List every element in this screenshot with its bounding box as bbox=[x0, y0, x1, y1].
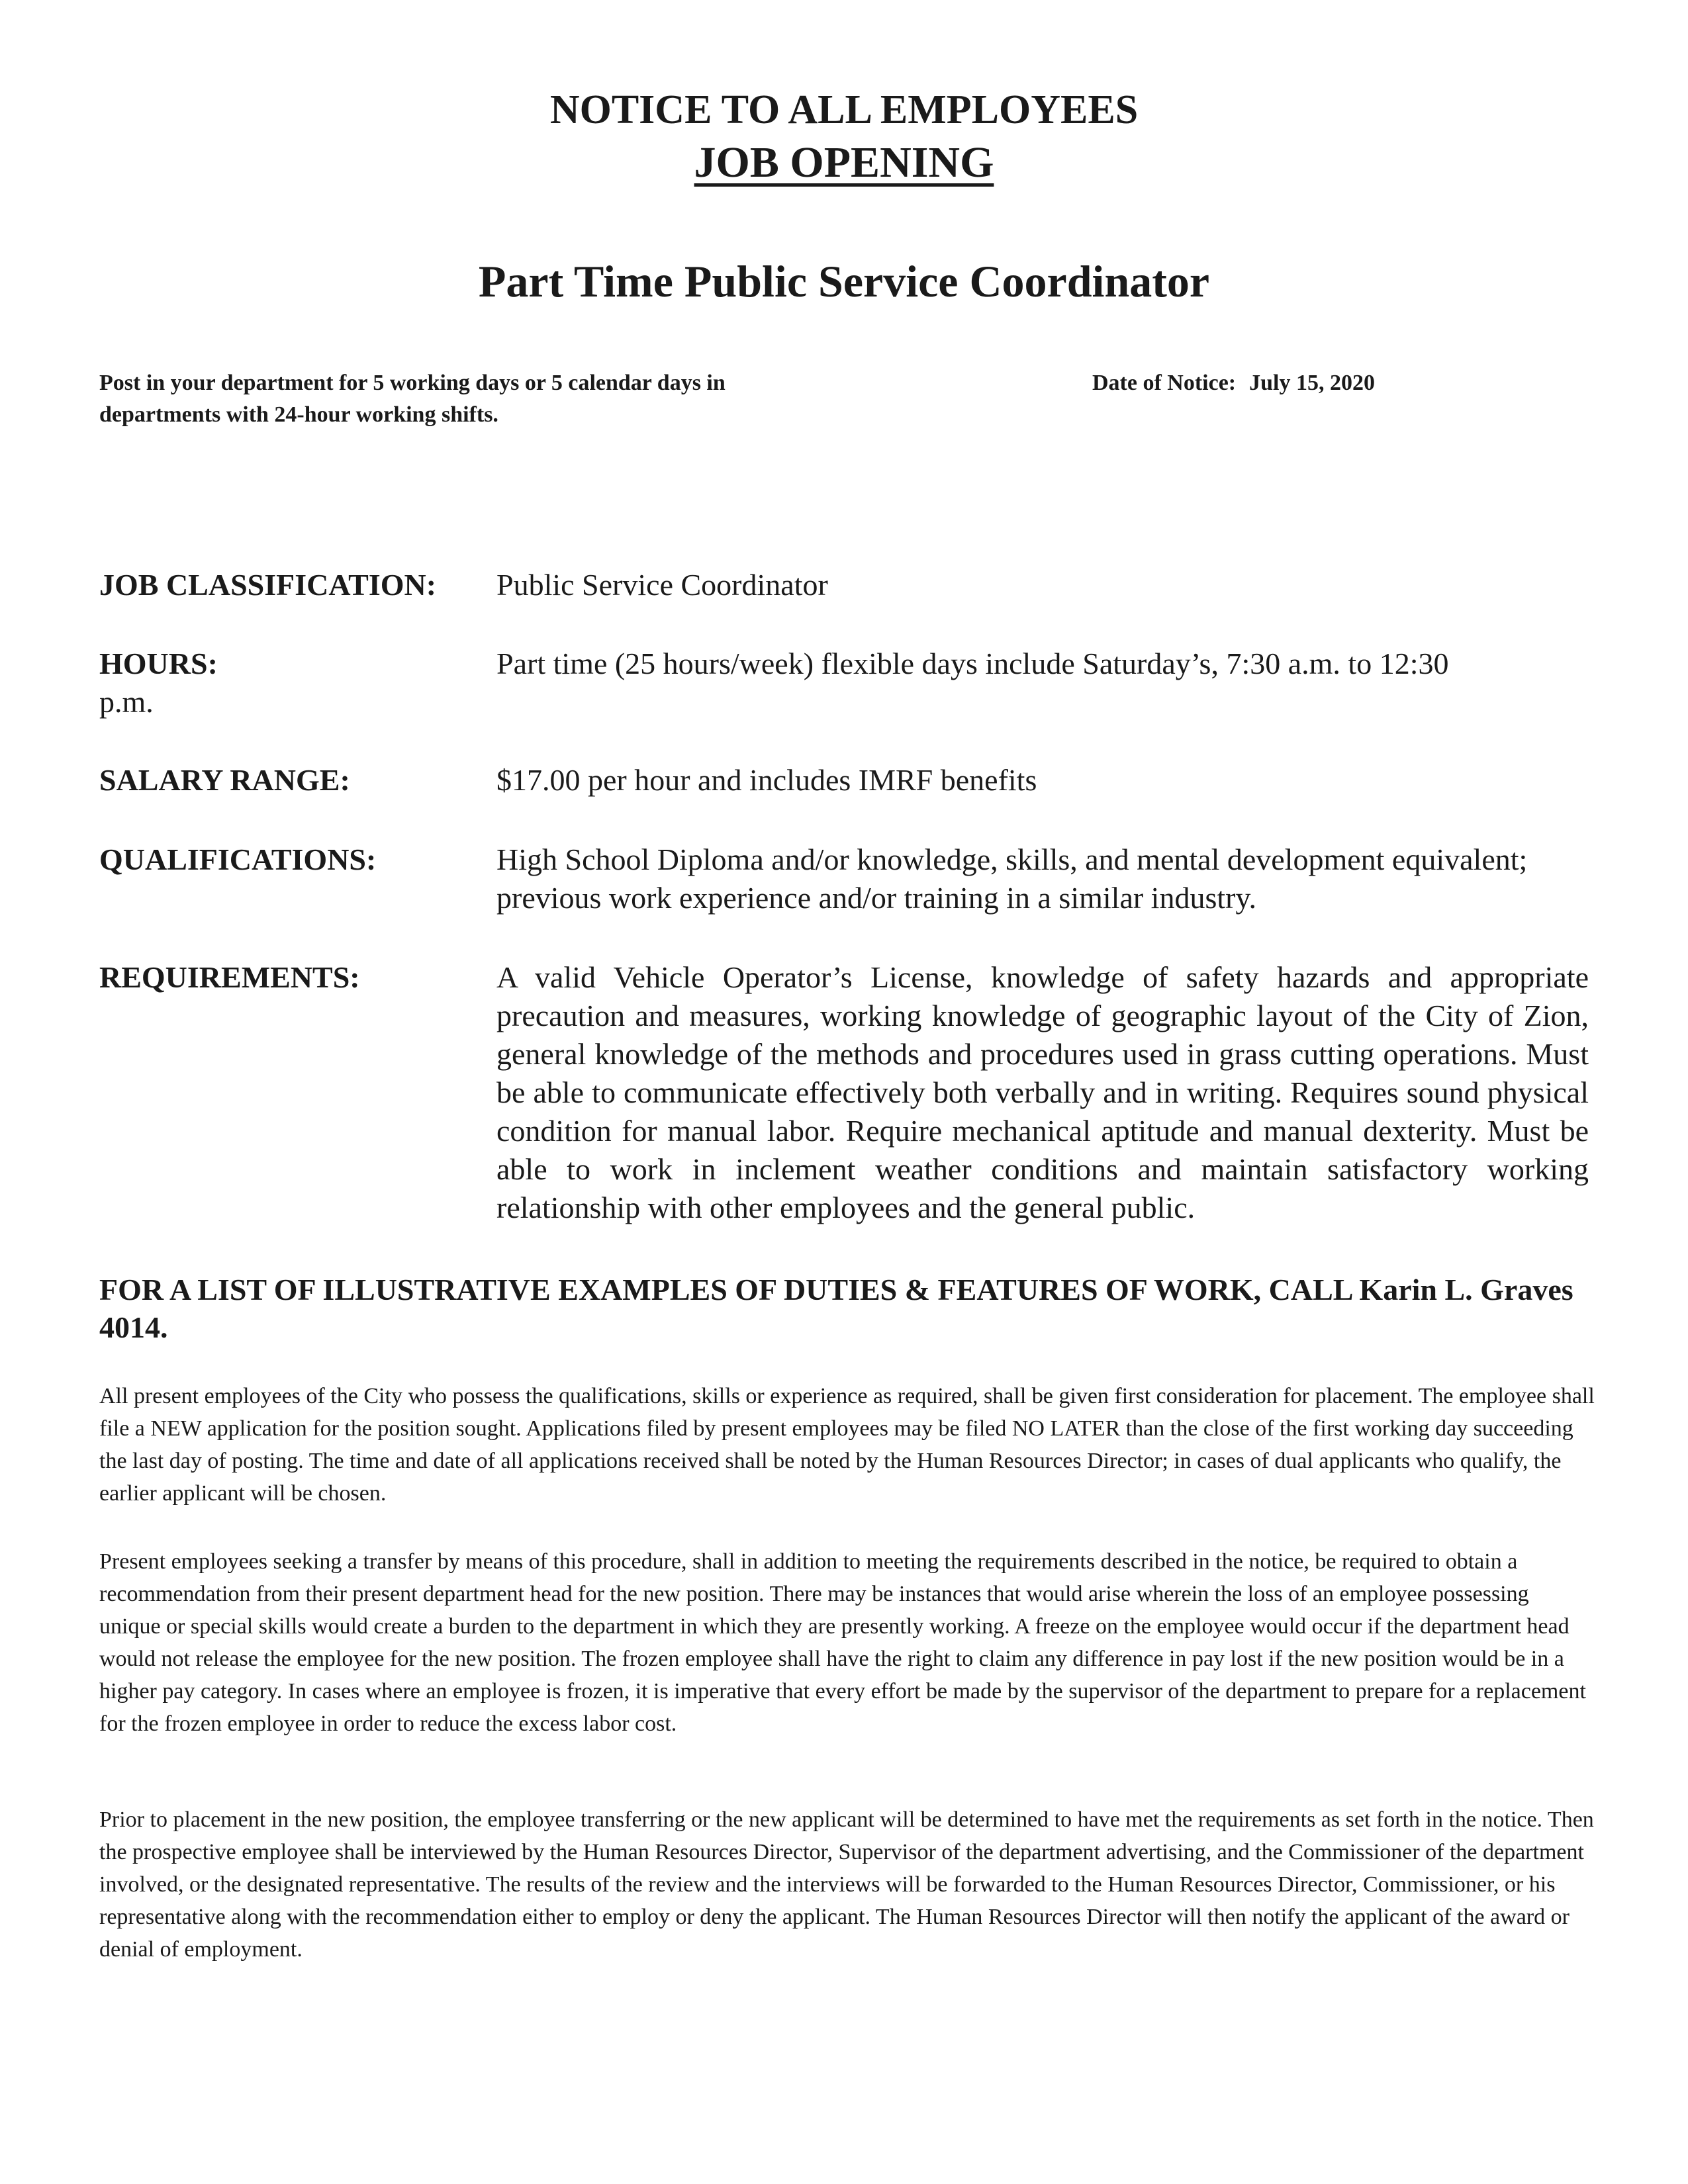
notice-title: NOTICE TO ALL EMPLOYEES bbox=[549, 87, 1139, 132]
hours-label: HOURS: bbox=[99, 647, 218, 680]
job-opening-text: JOB OPENING bbox=[694, 138, 994, 187]
posting-instruction: Post in your department for 5 working days or 5 calendar days in departments with 24-hour working shifts. bbox=[99, 371, 726, 427]
requirements-label: REQUIREMENTS: bbox=[99, 960, 360, 994]
date-label: Date of Notice: bbox=[1092, 371, 1237, 395]
date-of-notice bbox=[1092, 367, 1375, 399]
qualifications-label: QUALIFICATIONS: bbox=[99, 842, 377, 876]
qualifications-value: High School Diploma and/or knowledge, skills, and mental development equivalent; previous work experience and/or training in a similar industry. bbox=[496, 842, 1528, 915]
paragraph-placement: Prior to placement in the new position, the employee transferring or the new applicant will be determined to have met the requirements as set forth in the notice. Then the prospective employee shall be interviewed by the Human Resources Director, Supervisor of the department advertising, and the Commissioner of the department involved, or the designated representative. The results of the review and the interviews will be forwarded to the Human Resources Director, Commissioner, or his representative along with the recommendation either to employ or deny the applicant. The Human Resources Director will then notify the applicant of the award or denial of employment. bbox=[99, 1807, 1594, 1962]
job-classification-value: Public Service Coordinator bbox=[496, 568, 828, 602]
requirements-value: A valid Vehicle Operator’s License, knowledge of safety hazards and appropriate precaution and measures, working knowledge of geographic layout of the City of Zion, general knowledge of the methods and procedures used in grass cutting operations. Must be able to communicate effectively both verbally and in writing. Requires sound physical condition for manual labor. Require mechanical aptitude and manual dexterity. Must be able to work in inclement weather conditions and maintain satisfactory working relationship with other employees and the general public. bbox=[496, 960, 1589, 1224]
date-value: July 15, 2020 bbox=[1249, 371, 1375, 395]
job-opening-heading bbox=[0, 136, 1688, 189]
job-classification-label: JOB CLASSIFICATION: bbox=[99, 568, 437, 602]
paragraph-consideration: All present employees of the City who possess the qualifications, skills or experience as required, shall be given first consideration for placement. The employee shall file a NEW application for the position sought. Applications filed by present employees may be filed NO LATER than the close of the first working day succeeding the last day of posting. The time and date of all applications received shall be noted by the Human Resources Director; in cases of dual applicants who qualify, the earlier applicant will be chosen. bbox=[99, 1384, 1595, 1506]
position-title: Part Time Public Service Coordinator bbox=[478, 256, 1210, 306]
call-info: FOR A LIST OF ILLUSTRATIVE EXAMPLES OF DUTIES & FEATURES OF WORK, CALL Karin L. Graves 4014. bbox=[99, 1273, 1573, 1344]
hours-continuation: p.m. bbox=[99, 685, 154, 719]
salary-range-label: SALARY RANGE: bbox=[99, 763, 350, 797]
paragraph-transfer: Present employees seeking a transfer by means of this procedure, shall in addition to meeting the requirements described in the notice, be required to obtain a recommendation from their present department head for the new position. There may be instances that would arise wherein the loss of an employee possessing unique or special skills would create a burden to the department in which they are presently working. A freeze on the employee would occur if the department head would not release the employee for the new position. The frozen employee shall have the right to claim any difference in pay lost if the new position would be in a higher pay category. In cases where an employee is frozen, it is imperative that every effort be made by the supervisor of the department to prepare for a replacement for the frozen employee in order to reduce the excess labor cost. bbox=[99, 1549, 1586, 1736]
hours-value: Part time (25 hours/week) flexible days include Saturday’s, 7:30 a.m. to 12:30 bbox=[496, 647, 1449, 680]
salary-range-value: $17.00 per hour and includes IMRF benefits bbox=[496, 763, 1037, 797]
